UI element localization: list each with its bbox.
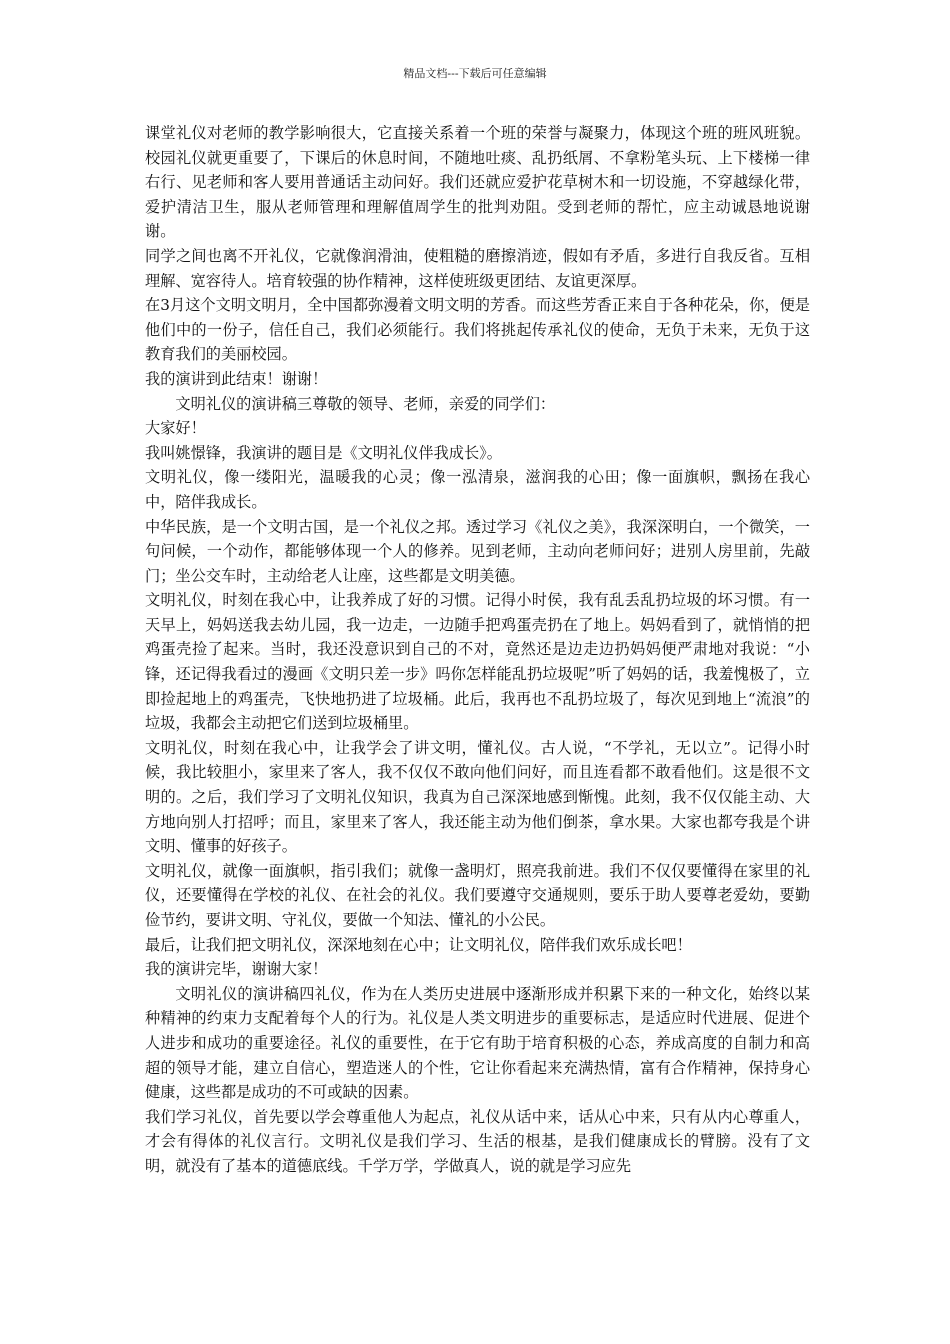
paragraph: 中华民族，是一个文明古国，是一个礼仪之邦。透过学习《礼仪之美》，我深深明白，一个微笑，一句问候，一个动作，都能够体现一个人的修养。见到老师，主动向老师问好；进别人房里前，先敲门；坐公交车时，主动给老人让座，这些都是文明美德。	[145, 517, 810, 585]
paragraph: 文明礼仪，时刻在我心中，让我养成了好的习惯。记得小时侯，我有乱丢乱扔垃圾的坏习惯。有一天早上，妈妈送我去幼儿园，我一边走，一边随手把鸡蛋壳扔在了地上。妈妈看到了，就悄悄的把鸡蛋壳捡了起来。当时，我还没意识到自己的不对，竟然还是边走边扔妈妈便严肃地对我说：“小锋，还记得我看过的漫画《文明只差一步》吗你怎样能乱扔垃圾呢”听了妈妈的话，我羞愧极了，立即捡起地上的鸡蛋壳，飞快地扔进了垃圾桶。此后，我再也不乱扔垃圾了，每次见到地上“流浪”的垃圾，我都会主动把它们送到垃圾桶里。	[145, 591, 810, 733]
document-body	[145, 121, 810, 1179]
paragraph: 文明礼仪，时刻在我心中，让我学会了讲文明，懂礼仪。古人说，“不学礼，无以立”。记得小时候，我比较胆小，家里来了客人，我不仅仅不敢向他们问好，而且连看都不敢看他们。这是很不文明的。之后，我们学习了文明礼仪知识，我真为自己深深地感到惭愧。此刻，我不仅仅能主动、大方地向别人打招呼；而且，家里来了客人，我还能主动为他们倒茶，拿水果。大家也都夸我是个讲文明、懂事的好孩子。	[145, 738, 810, 856]
page-header: 精品文档---下载后可任意编辑	[403, 67, 547, 80]
paragraph: 文明礼仪的演讲稿三尊敬的领导、老师，亲爱的同学们：	[175, 394, 556, 413]
paragraph: 文明礼仪，像一缕阳光，温暖我的心灵；像一泓清泉，滋润我的心田；像一面旗帜，飘扬在我心中，陪伴我成长。	[145, 468, 810, 511]
paragraph: 同学之间也离不开礼仪，它就像润滑油，使粗糙的磨擦消迹，假如有矛盾，多进行自我反省。互相理解、宽容待人。培育较强的协作精神，这样使班级更团结、友谊更深厚。	[145, 246, 810, 290]
paragraph: 最后，让我们把文明礼仪，深深地刻在心中；让文明礼仪，陪伴我们欢乐成长吧！	[145, 935, 692, 954]
paragraph: 我的演讲完毕，谢谢大家！	[145, 960, 328, 979]
paragraph: 文明礼仪的演讲稿四礼仪，作为在人类历史进展中逐渐形成并积累下来的一种文化，始终以某种精神的约束力支配着每个人的行为。礼仪是人类文明进步的重要标志，是适应时代进展、促进个人进步和成功的重要途径。礼仪的重要性，在于它有助于培育积极的心态，养成高度的自制力和高超的领导才能，建立自信心，塑造迷人的个性，它让你看起来充满热情，富有合作精神，保持身心健康，这些都是成功的不可或缺的因素。	[145, 984, 810, 1102]
paragraph: 我的演讲到此结束！谢谢！	[145, 369, 328, 388]
paragraph: 大家好！	[145, 419, 206, 438]
paragraph: 文明礼仪，就像一面旗帜，指引我们；就像一盏明灯，照亮我前进。我们不仅仅要懂得在家里的礼仪，还要懂得在学校的礼仪、在社会的礼仪。我们要遵守交通规则，要乐于助人要尊老爱幼，要勤俭节约，要讲文明、守礼仪，要做一个知法、懂礼的小公民。	[145, 861, 810, 929]
paragraph: 我叫姚憬锋，我演讲的题目是《文明礼仪伴我成长》。	[145, 443, 502, 462]
paragraph: 我们学习礼仪，首先要以学会尊重他人为起点，礼仪从话中来，话从心中来，只有从内心尊重人，才会有得体的礼仪言行。文明礼仪是我们学习、生活的根基，是我们健康成长的臂膀。没有了文明，就没有了基本的道德底线。千学万学，学做真人，说的就是学习应先	[145, 1107, 810, 1175]
paragraph: 课堂礼仪对老师的教学影响很大，它直接关系着一个班的荣誉与凝聚力，体现这个班的班风班貌。校园礼仪就更重要了，下课后的休息时间，不随地吐痰、乱扔纸屑、不拿粉笔头玩、上下楼梯一律右行、见老师和客人要用普通话主动问好。我们还就应爱护花草树木和一切设施，不穿越绿化带，爱护清洁卫生，服从老师管理和理解值周学生的批判劝阻。受到老师的帮忙，应主动诚恳地说谢谢。	[145, 124, 810, 241]
paragraph: 在3月这个文明文明月，全中国都弥漫着文明文明的芳香。而这些芳香正来自于各种花朵，你，便是他们中的一份子，信任自己，我们必须能行。我们将挑起传承礼仪的使命，无负于未来，无负于这教育我们的美丽校园。	[145, 296, 810, 364]
